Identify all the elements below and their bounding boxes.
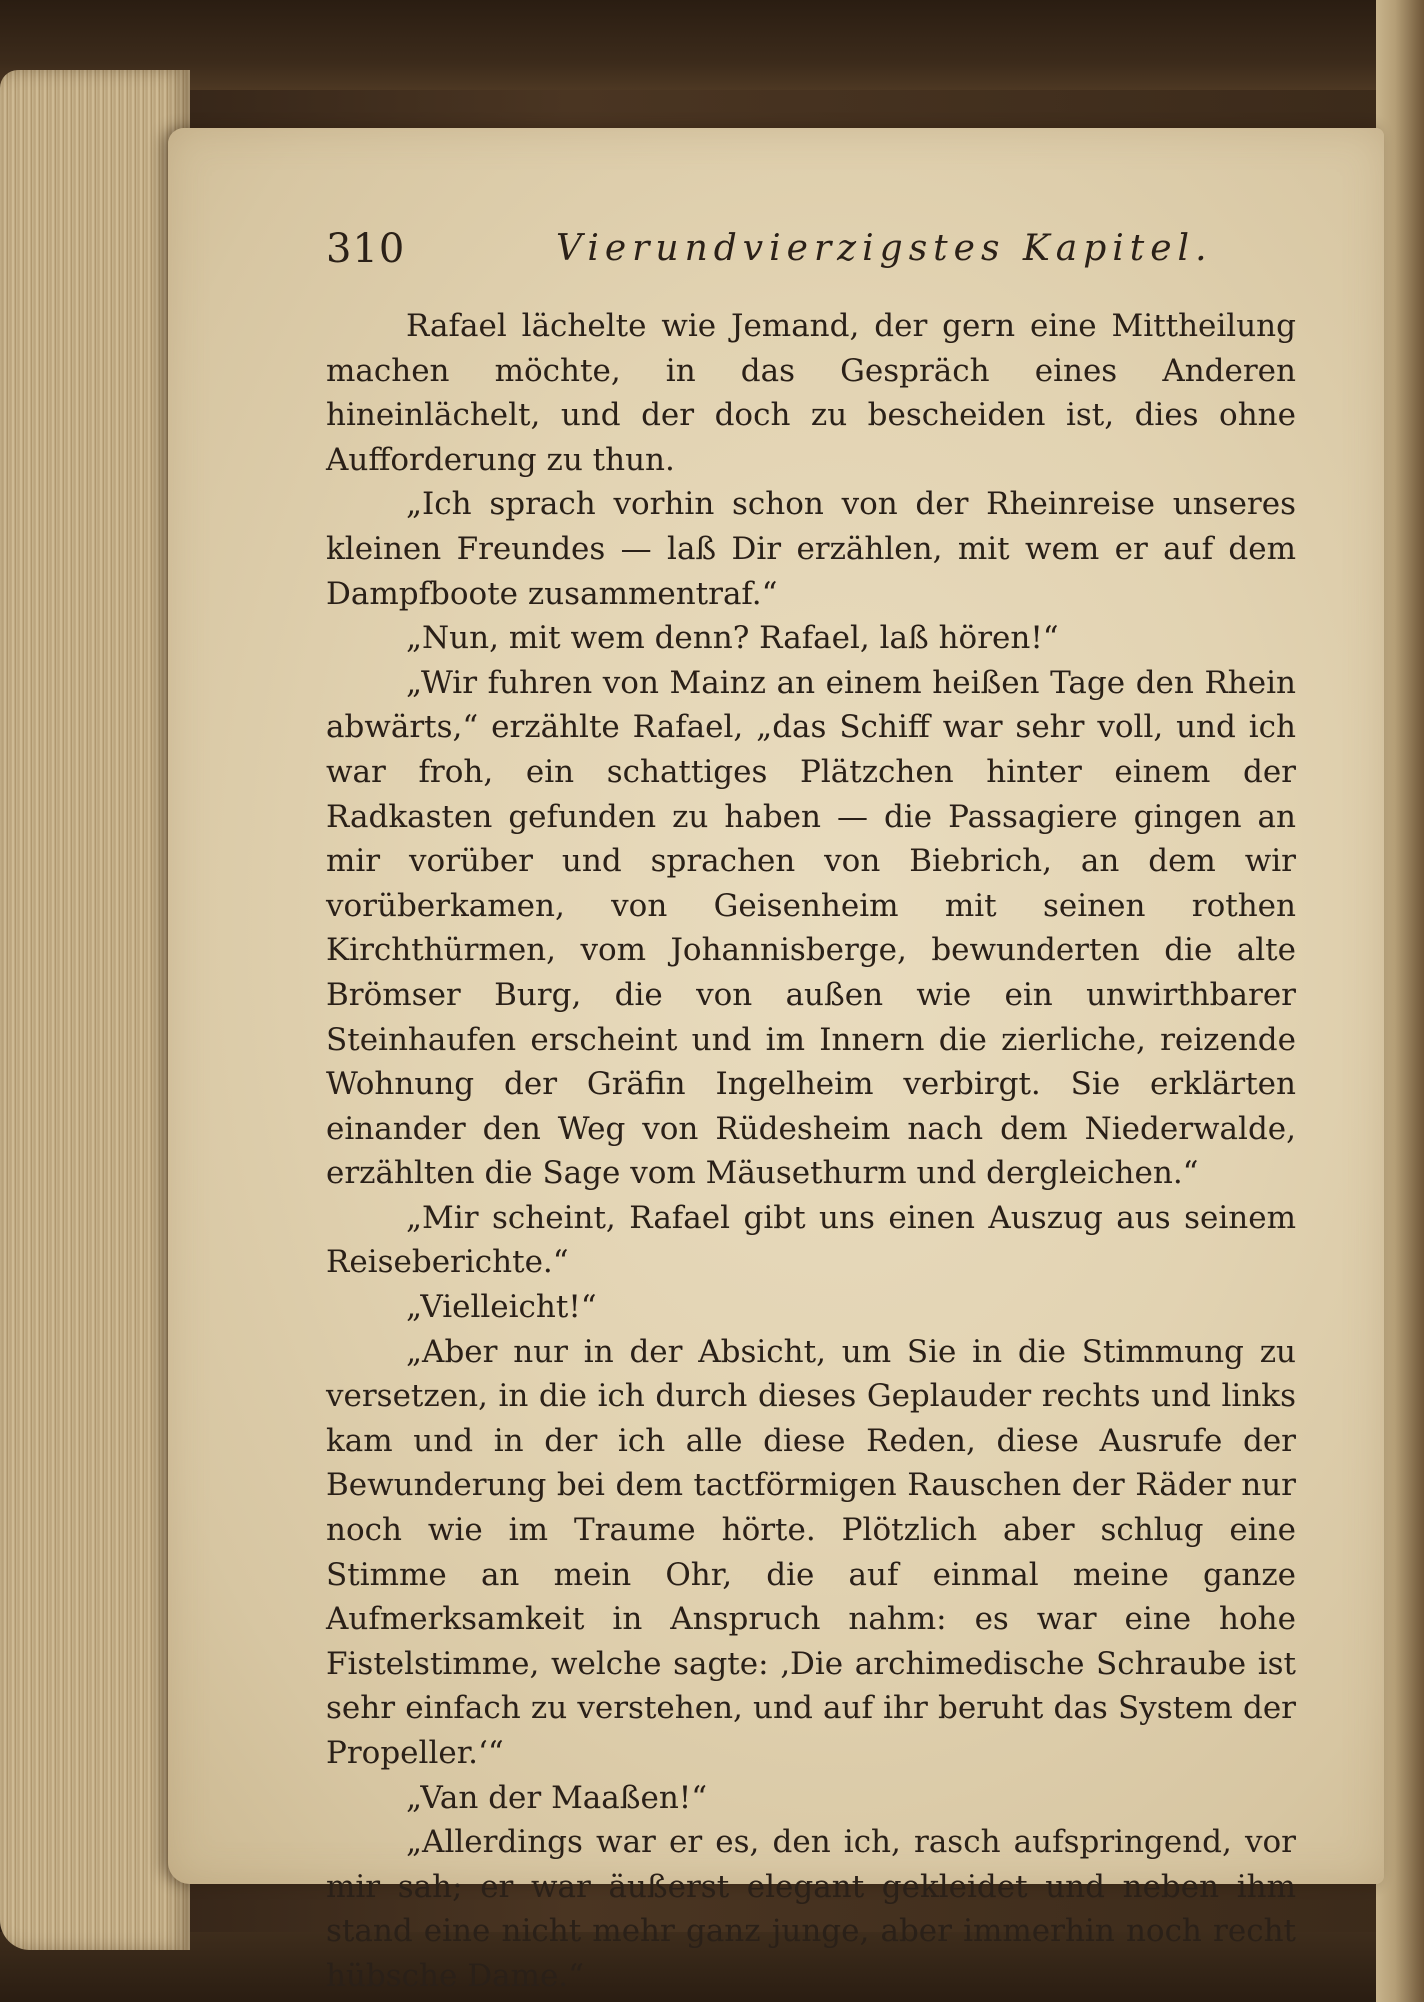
- background-top: [0, 0, 1424, 90]
- paragraph: „Ich sprach vorhin schon von der Rheinreise unseres kleinen Freundes — laß Dir erzählen, mit wem er auf dem Dampfboote zusammentraf.“: [326, 486, 1296, 612]
- paragraph: „Aber nur in der Absicht, um Sie in die Stimmung zu versetzen, in die ich durch dieses Geplauder rechts und links kam und in der ich alle diese Reden, diese Ausrufe der Bewunderung bei dem tactförmigen Rauschen der Räder nur noch wie im Traume hörte. Plötzlich aber schlug eine Stimme an mein Ohr, die auf einmal meine ganze Aufmerksamkeit in Anspruch nahm: es war eine hohe Fistelstimme, welche sagte: ‚Die archimedische Schraube ist sehr einfach zu verstehen, und auf ihr beruht das System der Propeller.‘“: [326, 1333, 1296, 1771]
- paragraph: „Van der Maaßen!“: [406, 1779, 708, 1816]
- paragraph: „Wir fuhren von Mainz an einem heißen Tage den Rhein abwärts,“ erzählte Rafael, „das Schiff war sehr voll, und ich war froh, ein schattiges Plätzchen hinter einem der Radkasten gefunden zu haben — die Passagiere gingen an mir vorüber und sprachen von Biebrich, an dem wir vorüberkamen, von Geisenheim mit seinen rothen Kirchthürmen, vom Johannisberge, bewunderten die alte Brömser Burg, die von außen wie ein unwirthbarer Steinhaufen erscheint und im Innern die zierliche, reizende Wohnung der Gräfin Ingelheim verbirgt. Sie erklärten einander den Weg von Rüdesheim nach dem Niederwalde, erzählten die Sage vom Mäusethurm und dergleichen.“: [326, 664, 1296, 1192]
- page-edges: [0, 70, 190, 1950]
- book-page: [168, 128, 1384, 1994]
- body-text: [326, 304, 1296, 1999]
- paragraph: Rafael lächelte wie Jemand, der gern eine Mittheilung machen möchte, in das Gespräch eines Anderen hineinlächelt, und der doch zu bescheiden ist, dies ohne Aufforderung zu thun.: [326, 308, 1296, 478]
- page-header: [326, 226, 1226, 286]
- paragraph: „Allerdings war er es, den ich, rasch aufspringend, vor mir sah; er war äußerst elegant gekleidet und neben ihm stand eine nicht mehr ganz junge, aber immerhin noch recht hübsche Dame.“: [326, 1824, 1296, 1994]
- page-number: 310: [326, 226, 406, 272]
- running-head: Vierundvierzigstes Kapitel.: [556, 228, 1213, 269]
- paragraph: „Mir scheint, Rafael gibt uns einen Auszug aus seinem Reiseberichte.“: [326, 1199, 1296, 1281]
- paragraph: „Nun, mit wem denn? Rafael, laß hören!“: [406, 620, 1059, 657]
- paragraph: „Vielleicht!“: [406, 1289, 597, 1326]
